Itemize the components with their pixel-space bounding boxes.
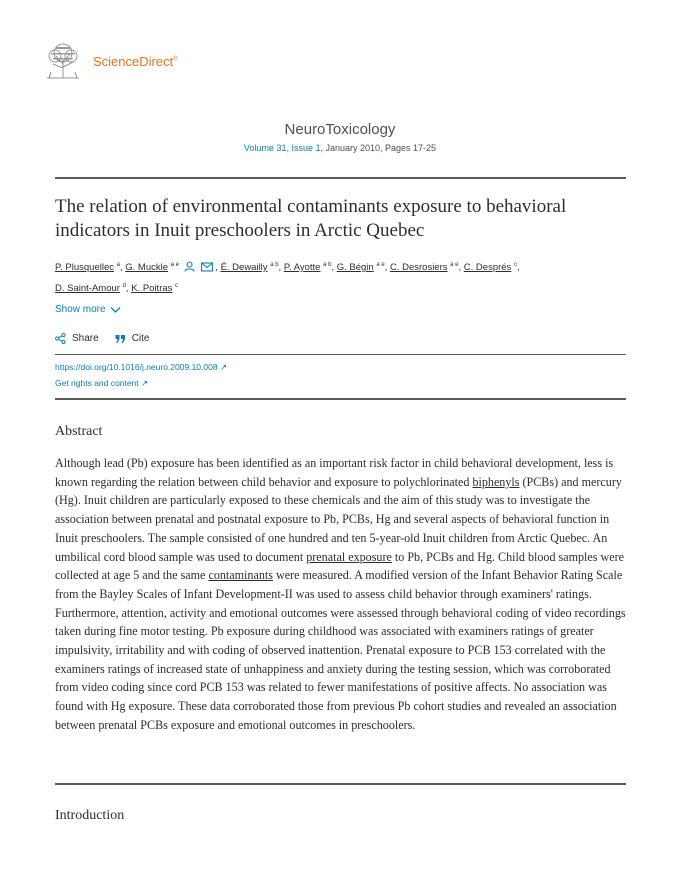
doi-link[interactable]: https://doi.org/10.1016/j.neuro.2009.10.008 ↗	[55, 362, 228, 372]
divider	[55, 783, 626, 785]
share-label: Share	[72, 333, 99, 344]
divider	[55, 177, 626, 179]
elsevier-tree-icon	[43, 42, 83, 80]
quote-icon	[115, 334, 126, 344]
journal-meta	[0, 143, 680, 153]
show-more-label: Show more	[55, 304, 106, 315]
abstract-body: Although lead (Pb) exposure has been identified as an important risk factor in child behavioral development, less is known regarding the relation between child behavior and exposure to polychlorinated biphenyls (PCBs) and mercury (Hg). Inuit children are particularly exposed to these chemicals and the aim of this study was to investigate the association between prenatal and postnatal exposure to Pb, PCBs, Hg and several aspects of behavioral function in Inuit preschoolers. The sample consisted of one hundred and ten 5-year-old Inuit children from Arctic Quebec. An umbilical cord blood sample was used to document prenatal exposure to Pb, PCBs and Hg. Child blood samples were collected at age 5 and the same contaminants were measured. A modified version of the Infant Behavior Rating Scale from the Bayley Scales of Infant Development-II was used to assess child behavior through examiners' ratings. Furthermore, attention, activity and emotional outcomes were assessed through behavioral coding of video recordings taken during fine motor testing. Pb exposure during childhood was associated with examiners ratings of greater impulsivity, irritability and with coding of observed inattention. Prenatal exposure to PCB 153 correlated with the examiners ratings of increased state of unhappiness and anxiety during the testing session, which was corroborated from video coding since cord PCB 153 was related to fewer manifestations of positive affects. No association was found with Hg exposure. These data corroborated those from previous Pb cohort studies and revealed an association between prenatal PCBs exposure and emotional outcomes in preschoolers.	[55, 456, 626, 732]
cite-label: Cite	[131, 333, 150, 344]
term-link[interactable]: contaminants	[208, 568, 273, 583]
chevron-down-icon	[110, 306, 121, 314]
volume-issue-link[interactable]: Volume 31, Issue 1	[243, 143, 321, 153]
journal-title[interactable]: NeuroToxicology	[284, 121, 396, 138]
divider	[55, 398, 626, 400]
author-list: P. Plusquellec $^a$, G. Muckle $^{a e}$ , É. Dewailly $^{a b}$, P. Ayotte $^{a b}$, G. Bégin $^{a e}$, C. Desrosiers $^{a e}$, C. Després $^c$, D. Saint-Amour $^d$, K. Poitras $^c$	[55, 262, 520, 295]
share-icon	[55, 333, 66, 344]
term-link[interactable]: biphenyls	[472, 474, 520, 489]
introduction-heading: Introduction	[55, 808, 125, 823]
author-link[interactable]: É. Dewailly	[220, 262, 268, 274]
article-actions	[55, 333, 149, 344]
author-link[interactable]: P. Plusquellec	[55, 262, 114, 274]
author-link[interactable]: G. Muckle	[125, 262, 169, 274]
external-link-icon: ↗	[141, 378, 149, 388]
abstract-heading: Abstract	[55, 424, 103, 439]
rights-link[interactable]: Get rights and content ↗	[55, 378, 149, 388]
article-title: The relation of environmental contaminants exposure to behavioral indicators in Inuit preschoolers in Arctic Quebec	[55, 196, 567, 241]
divider	[55, 354, 626, 355]
show-more-button[interactable]	[55, 304, 123, 315]
person-icon[interactable]	[184, 261, 195, 272]
term-link[interactable]: prenatal exposure	[306, 549, 392, 564]
cite-button[interactable]	[115, 333, 150, 344]
author-link[interactable]: C. Desrosiers	[389, 262, 448, 274]
mail-icon[interactable]	[201, 262, 213, 272]
journal-date-pages: , January 2010, Pages 17-25	[320, 143, 437, 153]
brand-name: ScienceDirect®	[93, 53, 178, 69]
author-link[interactable]: D. Saint-Amour	[55, 283, 120, 295]
external-link-icon: ↗	[219, 362, 228, 372]
author-link[interactable]: G. Bégin	[336, 262, 374, 274]
sciencedirect-logo[interactable]	[43, 42, 178, 80]
share-button[interactable]	[55, 333, 99, 344]
author-link[interactable]: P. Ayotte	[283, 262, 321, 274]
author-link[interactable]: K. Poitras	[131, 283, 173, 295]
author-link[interactable]: C. Després	[463, 262, 512, 274]
